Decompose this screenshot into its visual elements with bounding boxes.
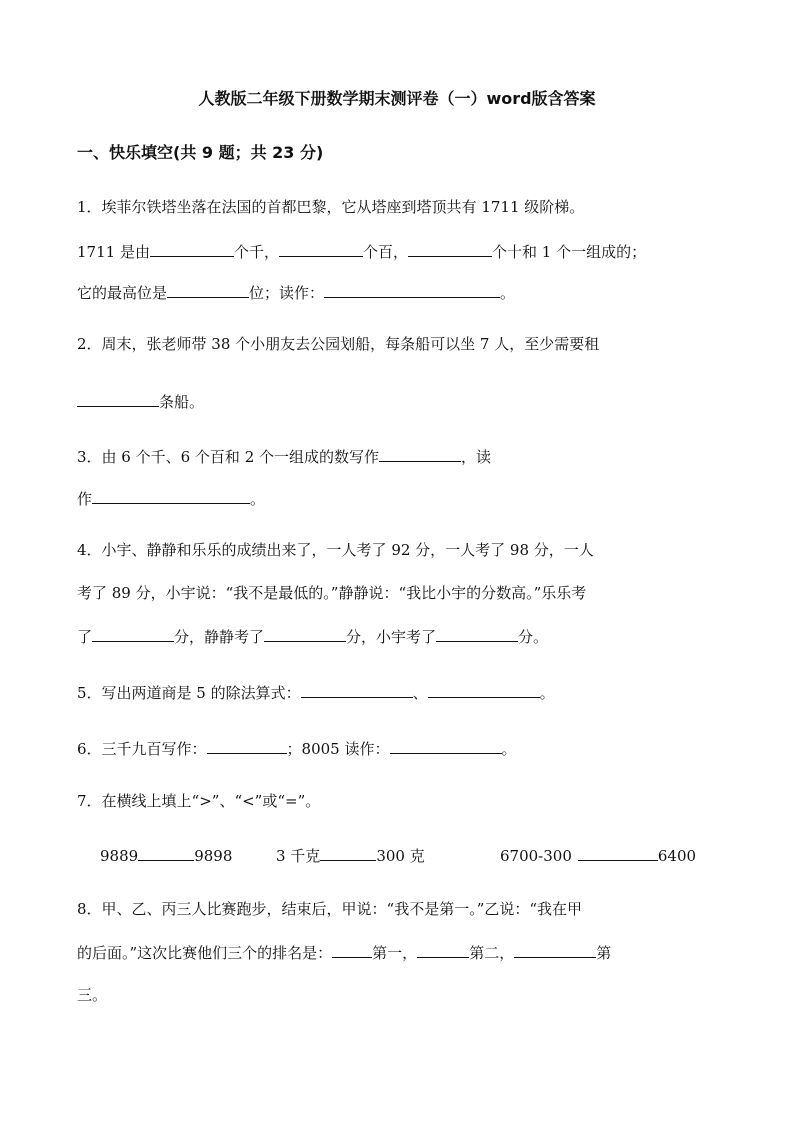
q6-blank-read[interactable] [390, 737, 502, 754]
q3-text: 3．由 6 个千、6 个百和 2 个一组成的数写作 [77, 448, 380, 466]
q7-left-value: 6700-300 [500, 847, 572, 865]
q8-blank-first[interactable] [332, 941, 372, 958]
q4-blank-lele[interactable] [92, 625, 174, 642]
q1-line1: 1．埃菲尔铁塔坐落在法国的首都巴黎，它从塔座到塔顶共有 1711 级阶梯。 [77, 198, 585, 216]
q5-text: 5．写出两道商是 5 的除法算式： [77, 684, 301, 702]
q2-blank-boats[interactable] [77, 390, 159, 407]
q1-blank-tens[interactable] [408, 240, 492, 257]
q3-line1 [77, 445, 491, 467]
q8-text: 第 [596, 944, 612, 962]
q4-line2: 考了 89 分，小宇说：“我不是最低的。”静静说：“我比小宇的分数高。”乐乐考 [77, 584, 587, 602]
q3-line2 [77, 487, 265, 509]
q7-blank-1[interactable] [138, 844, 194, 861]
q7-right-value: 300 克 [376, 847, 425, 865]
q1-text: 位；读作： [249, 284, 325, 302]
q4-text: 分。 [518, 628, 549, 646]
q8-text: 第一， [372, 944, 418, 962]
q8-line2 [77, 941, 611, 963]
q4-line3 [77, 625, 548, 647]
q1-text: 个千， [233, 243, 279, 261]
q1-blank-thousands[interactable] [150, 240, 234, 257]
q4-text: 了 [77, 628, 93, 646]
q3-text: 作 [77, 490, 93, 508]
q7-left-value: 9889 [100, 847, 139, 865]
q1-text: 。 [500, 284, 516, 302]
q7-compare-2 [276, 844, 425, 866]
q8-line1: 8．甲、乙、丙三人比赛跑步，结束后，甲说：“我不是第一。”乙说：“我在甲 [77, 900, 583, 918]
q4-blank-xiaoyu[interactable] [436, 625, 518, 642]
q5-blank-expr1[interactable] [301, 681, 413, 698]
q1-blank-reading[interactable] [324, 281, 500, 298]
q1-blank-hundreds[interactable] [279, 240, 363, 257]
q2-line2 [77, 390, 204, 412]
q4-line1: 4．小宇、静静和乐乐的成绩出来了，一人考了 92 分，一人考了 98 分，一人 [77, 541, 594, 559]
q3-blank-read[interactable] [92, 487, 250, 504]
q4-text: 分，静静考了 [174, 628, 265, 646]
q1-blank-highest-place[interactable] [167, 281, 249, 298]
q4-blank-jingjing[interactable] [264, 625, 346, 642]
q7-blank-3[interactable] [578, 844, 658, 861]
page-title: 人教版二年级下册数学期末测评卷（一）word版含答案 [198, 89, 596, 108]
q6-blank-write[interactable] [207, 737, 287, 754]
q7-line1: 7．在横线上填上“>”、“<”或“=”。 [77, 792, 321, 810]
q8-line3: 三。 [77, 986, 108, 1004]
q1-text: 个百， [362, 243, 408, 261]
q5-text: 。 [539, 684, 555, 702]
q8-text: 的后面。”这次比赛他们三个的排名是： [77, 944, 333, 962]
q5-blank-expr2[interactable] [428, 681, 540, 698]
q7-blank-2[interactable] [320, 844, 376, 861]
q7-right-value: 6400 [657, 847, 697, 865]
q4-text: 分，小宇考了 [346, 628, 437, 646]
q5-text: 、 [412, 684, 428, 702]
q7-compare-3 [500, 844, 696, 866]
q2-text: 条船。 [159, 393, 205, 411]
section-heading: 一、快乐填空(共 9 题；共 23 分) [77, 143, 324, 162]
q8-text: 第二， [469, 944, 515, 962]
q7-compare-1 [100, 844, 232, 866]
q1-line3 [77, 281, 515, 303]
q3-text: ，读 [461, 448, 492, 466]
q1-line2 [77, 240, 646, 262]
q7-left-value: 3 千克 [276, 847, 321, 865]
q7-right-value: 9898 [194, 847, 233, 865]
q5-line1 [77, 681, 555, 703]
q1-text: 1711 是由 [77, 243, 150, 261]
q3-text: 。 [250, 490, 266, 508]
q8-blank-second[interactable] [417, 941, 469, 958]
q6-text: ；8005 读作： [286, 740, 390, 758]
q2-line1: 2．周末，张老师带 38 个小朋友去公园划船，每条船可以坐 7 人，至少需要租 [77, 335, 600, 353]
q3-blank-write[interactable] [379, 445, 461, 462]
q6-text: 。 [501, 740, 517, 758]
q6-text: 6．三千九百写作： [77, 740, 207, 758]
q6-line1 [77, 737, 517, 759]
q8-blank-third[interactable] [514, 941, 596, 958]
q1-text: 个十和 1 个一组成的； [491, 243, 647, 261]
q1-text: 它的最高位是 [77, 284, 168, 302]
